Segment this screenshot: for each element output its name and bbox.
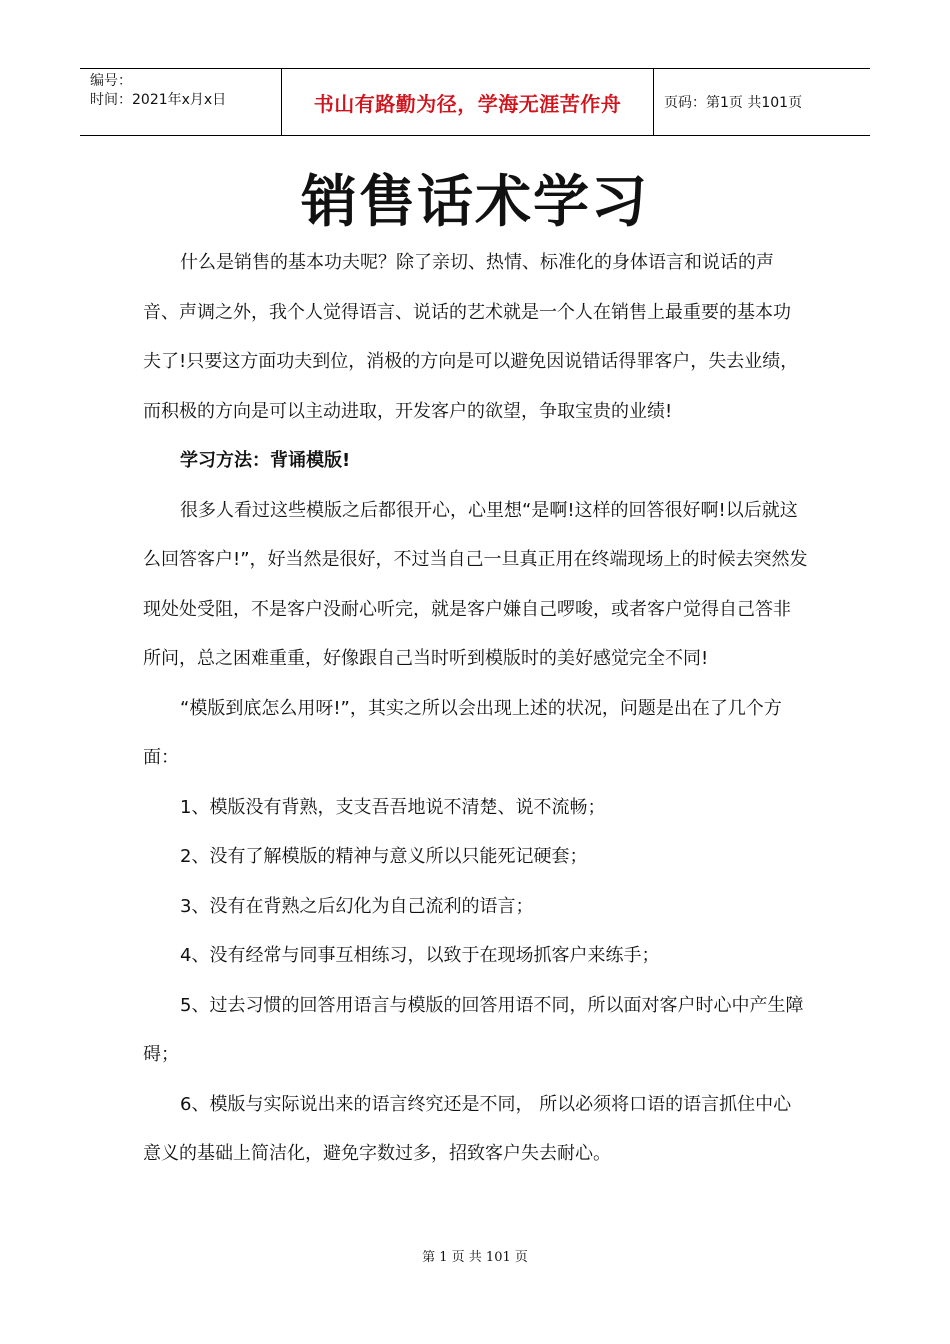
header-page-info: 页码：第1页 共101页 (664, 95, 803, 111)
list-item-1: 1、模版没有背熟，支支吾吾地说不清楚、说不流畅； (180, 796, 606, 818)
paragraph-problem: 很多人看过这些模版之后都很开心，心里想“是啊!这样的回答很好啊!以后就这么回答客户!”，好当然是很好，不过当自己一旦真正用在终端现场上的时候去突然发现处处受阻，不是客户没耐心听完，就是客户嫌自己啰唆，或者客户觉得自己答非所问，总之困难重重，好像跟自己当时听到模版时的美好感觉完全不同! (143, 499, 808, 669)
paragraph-question: “模版到底怎么用呀!”，其实之所以会出现上述的状况，问题是出在了几个方面： (143, 697, 782, 768)
document-number-label: 编号： (90, 73, 132, 89)
paragraph-method-heading: 学习方法：背诵模版! (180, 450, 351, 471)
page-header (80, 68, 870, 136)
paragraph-intro: 什么是销售的基本功夫呢？除了亲切、热情、标准化的身体语言和说话的声音、声调之外，我个人觉得语言、说话的艺术就是一个人在销售上最重要的基本功夫了!只要这方面功夫到位，消极的方向是可以避免因说错话得罪客户，失去业绩，而积极的方向是可以主动进取，开发客户的欲望，争取宝贵的业绩! (143, 252, 799, 422)
list-item-5: 5、过去习惯的回答用语言与模版的回答用语不同，所以面对客户时心中产生障碍； (143, 994, 804, 1065)
header-meta (80, 69, 281, 135)
document-body (143, 238, 808, 1179)
list-item-3: 3、没有在背熟之后幻化为自己流利的语言； (180, 895, 534, 917)
document-time-label: 时间：2021年x月x日 (90, 92, 227, 108)
document-title: 销售话术学习 (301, 170, 649, 235)
list-item-2: 2、没有了解模版的精神与意义所以只能死记硬套； (180, 846, 588, 867)
header-motto: 书山有路勤为径，学海无涯苦作舟 (281, 69, 654, 135)
page-footer: 第 1 页 共 101 页 (422, 1250, 528, 1265)
list-item-6: 6、模版与实际说出来的语言终究还是不同， 所以必须将口语的语言抓住中心意义的基础上简洁化，避免字数过多，招致客户失去耐心。 (143, 1093, 792, 1164)
list-item-4: 4、没有经常与同事互相练习，以致于在现场抓客户来练手； (180, 945, 660, 966)
